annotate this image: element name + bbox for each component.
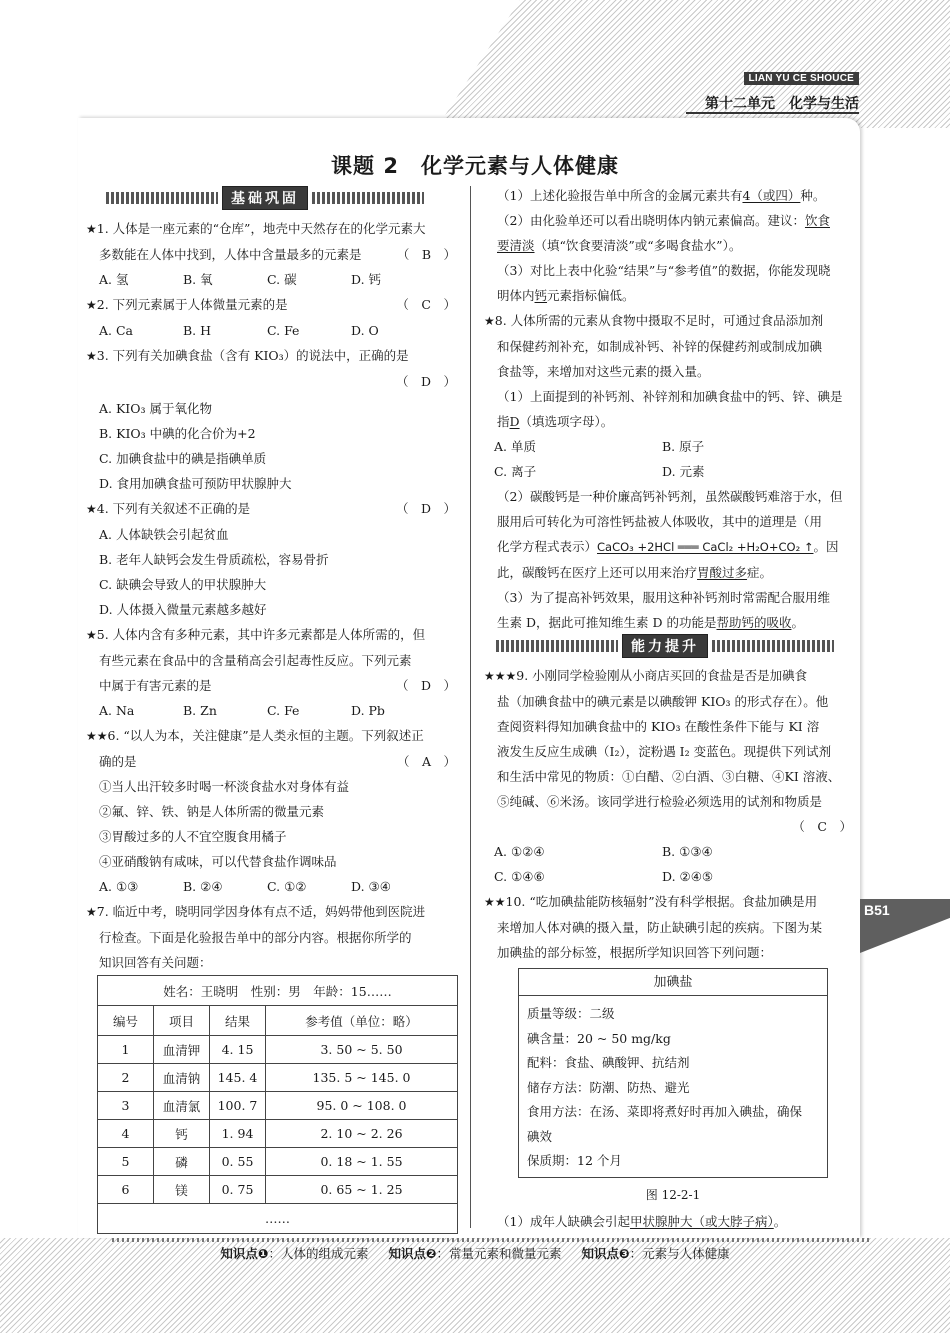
option-b: B. 老年人缺钙会发生骨质疏松，容易骨折: [99, 552, 329, 567]
option-b: B. KIO₃ 中碘的化合价为+2: [99, 426, 256, 441]
option-a: A. KIO₃ 属于氧化物: [99, 401, 212, 416]
cell-id: 2: [98, 1064, 154, 1092]
question-text: 2. 下列元素属于人体微量元素的是: [96, 297, 288, 312]
statement-4: ④亚硝酸钠有咸味，可以代替食盐作调味品: [99, 854, 337, 869]
option-d: D. O: [351, 323, 379, 338]
cell-reference: 2. 10 ~ 2. 26: [266, 1120, 458, 1148]
question-text: 3. 下列有关加碘食盐（含有 KIO₃）的说法中，正确的是: [96, 348, 409, 363]
knowledge-point-3-label: 知识点❸: [581, 1246, 630, 1261]
question-text: 5. 人体内含有多种元素，其中许多元素都是人体所需的，但: [96, 627, 426, 642]
star-icon: ★★: [484, 895, 506, 909]
option-b: B. 原子: [662, 439, 705, 454]
question-text: 10. “吃加碘盐能防核辐射”没有科学根据。食盐加碘是用: [505, 894, 818, 909]
statement-3: ③胃酸过多的人不宜空腹食用橘子: [99, 829, 287, 844]
cell-id: 3: [98, 1092, 154, 1120]
option-c: C. 碳: [267, 272, 297, 287]
top-hatch-mask: [0, 0, 520, 128]
star-icon: ★: [86, 222, 97, 236]
option-b: B. Zn: [183, 703, 217, 718]
options-grid: [484, 839, 856, 889]
star-icon: ★★★: [484, 669, 517, 683]
option-d: D. 钙: [351, 272, 382, 287]
col-header-reference: 参考值（单位：略）: [266, 1006, 458, 1036]
option-d: D. 食用加碘食盐可预防甲状腺肿大: [99, 476, 292, 491]
question-text: （2）由化验单还可以看出晓明体内钠元素偏高。建议：: [497, 213, 805, 228]
left-column: [86, 216, 460, 975]
salt-label-line: 保质期：12 个月: [527, 1153, 622, 1168]
page-number: B51: [864, 902, 890, 918]
question-text: 食盐等，来增加对这些元素的摄入量。: [497, 364, 710, 379]
cell-result: 100. 7: [210, 1092, 266, 1120]
cell-reference: 3. 50 ~ 5. 50: [266, 1036, 458, 1064]
answer-fill: 4（或四）: [742, 188, 801, 203]
option-a: A. 单质: [494, 439, 536, 454]
question-7: [86, 899, 460, 925]
column-divider: [470, 186, 471, 1228]
question-text: （1）成年人缺碘会引起: [497, 1214, 630, 1229]
option-a: A. ①③: [99, 879, 139, 894]
question-text: 。: [791, 615, 804, 630]
answer-fill: 帮助钙的吸收: [716, 615, 792, 630]
option-d: D. ③④: [351, 879, 391, 894]
question-text: 查阅资料得知加碘食盐中的 KIO₃ 在酸性条件下能与 KI 溶: [497, 719, 820, 734]
cell-reference: 95. 0 ~ 108. 0: [266, 1092, 458, 1120]
section-basic-head: [106, 188, 424, 208]
salt-label-line: 配料：食盐、碘酸钾、抗结剂: [527, 1055, 690, 1070]
question-text: 盐（加碘食盐中的碘元素是以碘酸钾 KIO₃ 的形式存在）。他: [497, 694, 829, 709]
answer-fill: 饮食: [804, 213, 830, 228]
knowledge-point-1-text: ：人体的组成元素: [268, 1246, 369, 1261]
star-icon: ★: [86, 349, 97, 363]
answer-bracket: （ D ）: [395, 678, 456, 693]
cell-item: 磷: [154, 1148, 210, 1176]
q7-part2-line2: [484, 233, 856, 258]
answer-fill: 胃酸过多: [697, 565, 748, 580]
answer-bracket: （ B ）: [396, 247, 456, 262]
question-text: 行检查。下面是化验报告单中的部分内容。根据你所学的: [99, 930, 412, 945]
question-1-line2: [86, 242, 460, 267]
answer-fill: D: [509, 414, 520, 429]
salt-label-line: 质量等级：二级: [527, 1006, 615, 1021]
question-text: 8. 人体所需的元素从食物中摄取不足时，可通过食品添加剂: [494, 313, 824, 328]
dot-bar: [312, 192, 424, 204]
option-b: B. ②④: [183, 879, 223, 894]
question-text: 6. “以人为本，关注健康”是人类永恒的主题。下列叙述正: [107, 728, 424, 743]
option-d: D. ②④⑤: [662, 869, 714, 884]
question-text: 液发生反应生成碘（I₂），淀粉遇 I₂ 变蓝色。现提供下列试剂: [497, 744, 832, 759]
option-c: C. ①④⑥: [494, 869, 545, 884]
cell-id: 1: [98, 1036, 154, 1064]
question-text: 此，碳酸钙在医疗上还可以用来治疗: [497, 565, 698, 580]
cell-result: 145. 4: [210, 1064, 266, 1092]
cell-item: 血清钾: [154, 1036, 210, 1064]
q8-part2-line4: [484, 560, 856, 585]
option-b: B. ①③④: [662, 844, 713, 859]
knowledge-point-1-label: 知识点❶: [220, 1246, 269, 1261]
page-title: 课题 2 化学元素与人体健康: [331, 154, 619, 178]
q7-part2: [484, 208, 856, 233]
figure-caption: 图 12-2-1: [645, 1188, 701, 1202]
question-text: 来增加人体对碘的摄入量，防止缺碘引起的疾病。下图为某: [497, 920, 823, 935]
cell-id: 6: [98, 1176, 154, 1204]
option-a: A. 人体缺铁会引起贫血: [99, 527, 229, 542]
cell-reference: 135. 5 ~ 145. 0: [266, 1064, 458, 1092]
lab-report-table: [97, 975, 458, 1234]
question-8: [484, 308, 856, 334]
answer-bracket: （ A ）: [396, 754, 456, 769]
col-header-result: 结果: [210, 1006, 266, 1036]
answer-bracket: （ C ）: [792, 819, 852, 834]
question-6: [86, 723, 460, 749]
question-5-line3: [86, 673, 460, 698]
table-row: [98, 1176, 458, 1204]
question-9: [484, 663, 856, 689]
question-10: [484, 889, 856, 915]
question-text: 中属于有害元素的是: [99, 678, 212, 693]
star-icon: ★: [86, 298, 97, 312]
question-text: 4. 下列有关叙述不正确的是: [96, 501, 251, 516]
option-b: B. 氧: [183, 272, 213, 287]
cell-item: 钙: [154, 1120, 210, 1148]
option-c: C. Fe: [267, 323, 300, 338]
question-text: 化学方程式表示）: [497, 539, 598, 554]
question-text: 指: [497, 414, 510, 429]
option-c: C. ①②: [267, 879, 307, 894]
table-row: [98, 1092, 458, 1120]
question-text: 生素 D，据此可推知维生素 D 的功能是: [497, 615, 717, 630]
option-b: B. H: [183, 323, 212, 338]
cell-result: 0. 55: [210, 1148, 266, 1176]
salt-label-box: [518, 968, 828, 1178]
question-text: 1. 人体是一座元素的“仓库”，地壳中天然存在的化学元素大: [96, 221, 426, 236]
answer-fill: 甲状腺肿大（或大脖子病）: [629, 1214, 774, 1229]
answer-bracket: （ D ）: [395, 374, 456, 389]
question-text: 和生活中常见的物质：①白醋、②白酒、③白糖、④KI 溶液、: [497, 769, 841, 784]
unit-title: 第十二单元 化学与生活: [705, 96, 859, 112]
q7-part1: [484, 183, 856, 208]
knowledge-point-2-text: ：常量元素和微量元素: [436, 1246, 562, 1261]
question-text: 加碘盐的部分标签，根据所学知识回答下列问题：: [497, 945, 773, 960]
options-row: [86, 318, 460, 343]
salt-label-line: 食用方法：在汤、菜即将煮好时再加入碘盐，确保: [527, 1104, 803, 1119]
table-row: [98, 1148, 458, 1176]
section-basic-label: 基础巩固: [222, 186, 308, 210]
footer-dot-line: [112, 1238, 872, 1242]
salt-label-title: 加碘盐: [519, 969, 827, 996]
cell-result: 4. 15: [210, 1036, 266, 1064]
option-a: A. Ca: [99, 323, 133, 338]
knowledge-point-2-label: 知识点❷: [388, 1246, 437, 1261]
question-text: 。因: [813, 539, 839, 554]
q8-part2-line3: [484, 534, 856, 560]
cell-reference: 0. 65 ~ 1. 25: [266, 1176, 458, 1204]
q8-part2: （2）碳酸钙是一种价廉高钙补钙剂，虽然碳酸钙难溶于水，但: [497, 489, 843, 504]
question-text: 9. 小刚同学检验刚从小商店买回的食盐是否是加碘食: [516, 668, 808, 683]
q8-part1: （1）上面提到的补钙剂、补锌剂和加碘食盐中的钙、锌、碘是: [497, 389, 843, 404]
question-text: 明体内: [497, 288, 535, 303]
option-c: C. 离子: [494, 464, 537, 479]
right-column: [484, 183, 856, 965]
q7-part3: （3）对比上表中化验“结果”与“参考值”的数据，你能发现晓: [497, 263, 831, 278]
patient-info: 姓名：王晓明 性别：男 年龄：15……: [98, 976, 458, 1006]
cell-item: 血清氯: [154, 1092, 210, 1120]
answer-bracket: （ C ）: [396, 297, 456, 312]
question-text: 症。: [747, 565, 773, 580]
question-4: [86, 496, 460, 522]
salt-label-line: 碘含量：20 ~ 50 mg/kg: [527, 1030, 671, 1046]
cell-id: 5: [98, 1148, 154, 1176]
statement-1: ①当人出汗较多时喝一杯淡食盐水对身体有益: [99, 779, 350, 794]
dot-bar: [106, 192, 218, 204]
option-a: A. 氢: [99, 272, 129, 287]
table-row: [98, 1036, 458, 1064]
option-c: C. Fe: [267, 703, 300, 718]
salt-label-line: 储存方法：防潮、防热、避光: [527, 1079, 690, 1095]
question-6-line2: [86, 749, 460, 774]
question-text: 多数能在人体中找到，人体中含量最多的元素是: [99, 247, 362, 262]
brand-label: LIAN YU CE SHOUCE: [744, 72, 859, 85]
star-icon: ★: [86, 628, 97, 642]
unit-underline: [686, 112, 859, 114]
answer-fill: 要清淡: [497, 238, 535, 253]
option-d: D. Pb: [351, 703, 385, 718]
star-icon: ★: [86, 502, 97, 516]
q10-part1: [497, 1209, 857, 1234]
cell-id: 4: [98, 1120, 154, 1148]
options-row: [86, 874, 460, 899]
option-c: C. 加碘食盐中的碘是指碘单质: [99, 451, 267, 466]
question-text: 种。: [800, 188, 826, 203]
question-1: [86, 216, 460, 242]
option-c: C. 缺碘会导致人的甲状腺肿大: [99, 577, 267, 592]
option-a: A. ①②④: [494, 844, 545, 859]
cell-item: 镁: [154, 1176, 210, 1204]
question-text: 服用后可转化为可溶性钙盐被人体吸收，其中的道理是（用: [497, 514, 823, 529]
statement-2: ②氟、锌、铁、钠是人体所需的微量元素: [99, 804, 325, 819]
question-text: 元素指标偏低。: [547, 288, 635, 303]
option-d: D. 人体摄入微量元素越多越好: [99, 602, 267, 617]
section-spacer: [484, 635, 856, 663]
table-row: [98, 1120, 458, 1148]
question-text: （填“饮食要清淡”或“多喝食盐水”）。: [534, 238, 742, 253]
col-header-item: 项目: [154, 1006, 210, 1036]
cell-reference: 0. 18 ~ 1. 55: [266, 1148, 458, 1176]
question-3: [86, 343, 460, 369]
section-ability-label: 能力提升: [622, 634, 708, 658]
star-icon: ★: [86, 905, 97, 919]
question-text: 知识回答有关问题：: [99, 955, 212, 970]
question-text: 有些元素在食品中的含量稍高会引起毒性反应。下列元素: [99, 653, 412, 668]
question-text: 确的是: [99, 754, 137, 769]
question-5: [86, 622, 460, 648]
question-text: 7. 临近中考，晓明同学因身体有点不适，妈妈带他到医院进: [96, 904, 426, 919]
star-icon: ★: [484, 314, 495, 328]
table-ellipsis: ……: [98, 1204, 458, 1234]
q8-part3-line2: [484, 610, 856, 635]
q7-part3-line2: [484, 283, 856, 308]
question-text: （1）上述化验报告单中所含的金属元素共有: [497, 188, 743, 203]
question-2: [86, 292, 460, 318]
answer-fill: 钙: [534, 288, 548, 303]
options-row: [86, 698, 460, 723]
question-text: （填选项字母）。: [519, 414, 614, 429]
question-text: 。: [773, 1214, 787, 1229]
cell-item: 血清钠: [154, 1064, 210, 1092]
table-row: [98, 1064, 458, 1092]
cell-result: 1. 94: [210, 1120, 266, 1148]
q8-part3: （3）为了提高补钙效果，服用这种补钙剂时常需配合服用维: [497, 590, 830, 605]
footer-knowledge-points: [0, 1244, 950, 1262]
option-d: D. 元素: [662, 464, 705, 479]
options-row: [86, 267, 460, 292]
question-text: 和保健药剂补充，如制成补钙、补锌的保健药剂或制成加碘: [497, 339, 823, 354]
q8-part1-line2: [484, 409, 856, 434]
answer-bracket: （ D ）: [395, 501, 456, 516]
option-a: A. Na: [99, 703, 135, 718]
equation-fill: CaCO₃ +2HCl ═══ CaCl₂ +H₂O+CO₂ ↑: [597, 540, 814, 554]
question-text: ⑤纯碱、⑥米汤。该同学进行检验必须选用的试剂和物质是: [497, 794, 823, 809]
knowledge-point-3-text: ：元素与人体健康: [629, 1246, 730, 1261]
cell-result: 0. 75: [210, 1176, 266, 1204]
star-icon: ★★: [86, 729, 108, 743]
salt-label-line: 碘效: [527, 1128, 553, 1144]
col-header-id: 编号: [98, 1006, 154, 1036]
options-grid: [484, 434, 856, 484]
salt-label-body: [519, 996, 827, 1174]
